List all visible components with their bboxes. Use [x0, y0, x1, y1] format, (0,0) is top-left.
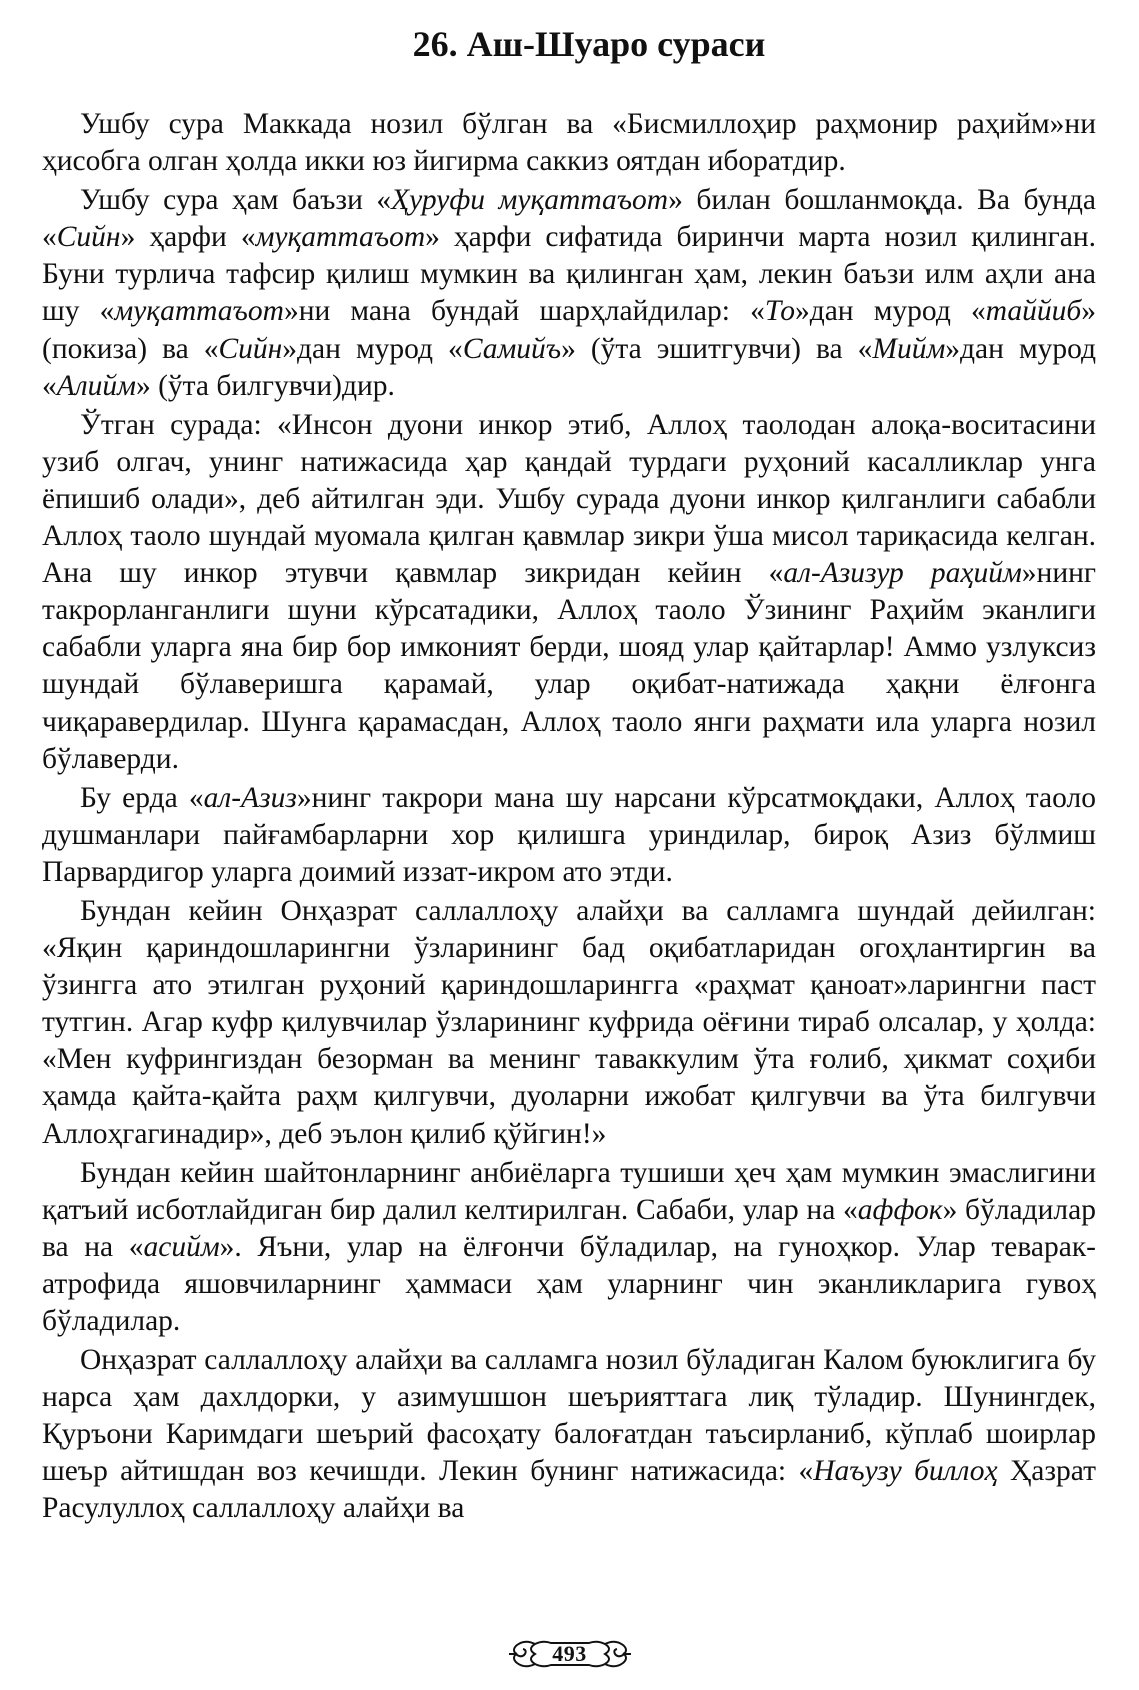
italic-term: муқаттаъот: [114, 295, 284, 328]
italic-term: аффок: [857, 1193, 943, 1226]
italic-term: Ҳуруфи муқаттаъот: [391, 184, 669, 217]
page-footer: [0, 1634, 1139, 1674]
text-run: »дан мурод «: [282, 332, 463, 365]
text-run: Ушбу сура Маккада нозил бўлган ва «Бисмиллоҳир раҳмонир раҳийм»ни ҳисобга олган ҳолда икки юз йигирма саккиз оятдан иборатдир.: [42, 108, 1096, 178]
body-text: [42, 106, 1096, 1528]
text-run: Онҳазрат саллаллоҳу алайҳи ва салламга нозил бўладиган Калом буюклигига бу нарса ҳам дахлдорки, у азимушшон шеърияттага лиқ тўладир. Шунингдек, Қуръони Каримдаги шеърий фасоҳату балоғатдан таъсирланиб, кўплаб шоирлар шеър айтишдан воз кечишди. Лекин бунинг натижасида: «: [42, 1344, 1096, 1488]
italic-term: ал-Азиз: [203, 781, 297, 814]
text-run: Бу ерда «: [80, 781, 204, 814]
italic-term: ал-Азизур раҳийм: [783, 557, 1022, 590]
text-run: Ҳазрат Расулуллоҳ саллаллоҳу алайҳи ва: [42, 1455, 1096, 1525]
text-run: »нинг такрорланганлиги шуни кўрсатадики, Аллоҳ таоло Ўзининг Раҳийм эканлиги сабабли уларга яна бир бор имконият берди, шояд улар қайтарлар! Аммо узлуксиз шундай бўлаверишга қарамай, улар оқибат-натижада ҳақни ёлғонга чиқаравердилар. Шунга қарамасдан, Аллоҳ таоло янги раҳмати ила уларга нозил бўлаверди.: [42, 557, 1096, 775]
paragraph: [42, 106, 1096, 180]
text-run: Ушбу сура ҳам баъзи «: [80, 184, 392, 217]
italic-term: Сийн: [218, 332, 283, 365]
text-run: Бундан кейин шайтонларнинг анбиёларга тушиши ҳеч ҳам мумкин эмаслигини қатъий исботлайдиган бир далил келтирилган. Сабаби, улар на «: [42, 1156, 1096, 1226]
text-run: »нинг такрори мана шу нарсани кўрсатмоқдаки, Аллоҳ таоло душманлари пайғамбарларни хор қилишга уриндилар, бироқ Азиз бўлмиш Парвардигор уларга доимий иззат-икром ато этди.: [42, 781, 1096, 888]
text-run: »ни мана бундай шарҳлайдилар: «: [283, 295, 765, 328]
italic-term: Самийъ: [462, 332, 562, 365]
paragraph: [42, 1155, 1096, 1340]
text-run: ». Яъни, улар на ёлғончи бўладилар, на гуноҳкор. Улар теварак-атрофида яшовчиларнинг ҳаммаси ҳам уларнинг чин эканликларига гувоҳ бўладилар.: [42, 1230, 1096, 1337]
italic-term: таййиб: [985, 295, 1082, 328]
paragraph: [42, 1342, 1096, 1527]
text-run: » (ўта билгувчи)дир.: [135, 369, 395, 402]
text-run: » ҳарфи сифатида биринчи марта нозил қилинган. Буни турлича тафсир қилиш мумкин ва қилинган ҳам, лекин баъзи илм аҳли ана шу «: [42, 221, 1096, 328]
text-run: Бундан кейин Онҳазрат саллаллоҳу алайҳи ва салламга шундай дейилган: «Яқин қариндошларингни ўзларининг бад оқибатларидан огоҳлантиргин ва ўзингга ато этилган руҳоний қариндошларингга «раҳмат қаноат»ларингни паст тутгин. Агар куфр қилувчилар ўзларининг куфрида оёғини тираб олсалар, у ҳолда: «Мен куфрингиздан безорман ва менинг таваккулим ўта ғолиб, ҳикмат соҳиби ҳамда қайта-қайта раҳм қилгувчи, дуоларни ижобат қилгувчи ва ўта билгувчи Аллоҳгагинадир», деб эълон қилиб қўйгин!»: [42, 894, 1096, 1150]
page-number: 493: [552, 1641, 587, 1666]
text-run: » билан бошланмоқда. Ва бунда «: [42, 184, 1096, 254]
italic-term: муқаттаъот: [255, 221, 426, 254]
italic-term: То: [764, 295, 795, 328]
paragraph: [42, 182, 1096, 405]
text-run: »дан мурод «: [794, 295, 986, 328]
text-run: Ўтган сурада: «Инсон дуони инкор этиб, Аллоҳ таолодан алоқа-воситасини узиб олгач, унинг натижасида ҳар қандай турдаги руҳоний касалликлар унга ёпишиб олади», деб айтилган эди. Ушбу сурада дуони инкор қилганлиги сабабли Аллоҳ таоло шундай муомала қилган қавмлар зикри ўша мисол тариқасида келган. Ана шу инкор этувчи қавмлар зикридан кейин «: [42, 408, 1096, 590]
text-run: » (ўта эшитгувчи) ва «: [561, 332, 873, 365]
text-run: » (покиза) ва «: [42, 295, 1096, 365]
text-run: » бўладилар ва на «: [42, 1193, 1096, 1263]
text-run: » ҳарфи «: [120, 221, 256, 254]
paragraph: [42, 780, 1096, 891]
italic-term: Алийм: [56, 369, 136, 402]
document-page: [42, 22, 1096, 1530]
italic-term: Мийм: [872, 332, 946, 365]
italic-term: асийм: [143, 1230, 220, 1263]
italic-term: Наъузу биллоҳ: [813, 1455, 998, 1488]
paragraph: [42, 893, 1096, 1153]
text-run: »дан мурод «: [42, 332, 1097, 402]
paragraph: [42, 407, 1096, 778]
page-number-badge: [505, 1637, 635, 1671]
italic-term: Сийн: [56, 221, 121, 254]
chapter-title: 26. Аш-Шуаро сураси: [412, 24, 766, 64]
